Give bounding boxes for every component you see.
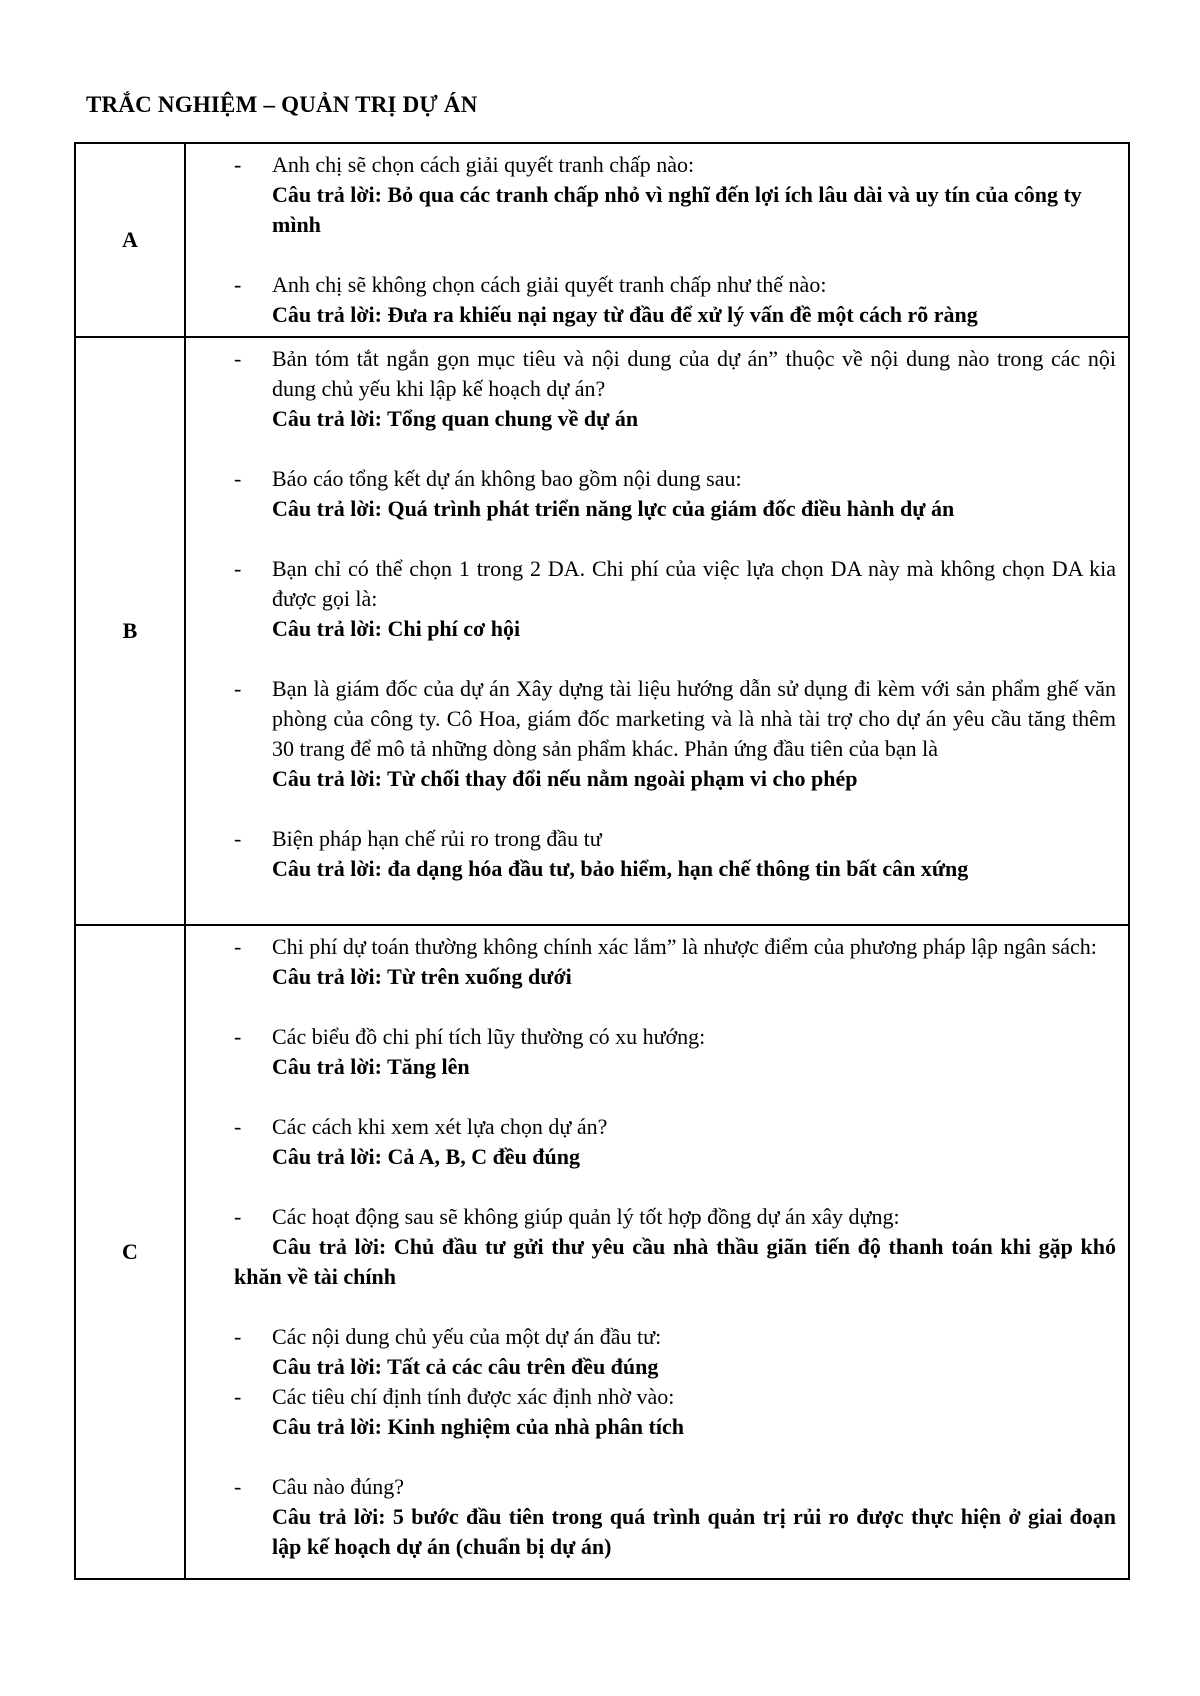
section-row-c xyxy=(75,925,1129,1579)
answer-text: Câu trả lời: Chủ đầu tư gửi thư yêu cầu nhà thầu giãn tiến độ thanh toán khi gặp khó khăn về tài chính xyxy=(234,1234,1117,1289)
question-text: Bạn chỉ có thể chọn 1 trong 2 DA. Chi phí của việc lựa chọn DA này mà không chọn DA kia được gọi là: xyxy=(272,556,1116,611)
page-title: TRẮC NGHIỆM – QUẢN TRỊ DỰ ÁN xyxy=(86,92,478,117)
answer-text: Câu trả lời: Bỏ qua các tranh chấp nhỏ vì nghĩ đến lợi ích lâu dài và uy tín của công ty mình xyxy=(272,182,1082,237)
answer-text: Câu trả lời: Từ trên xuống dưới xyxy=(272,964,572,989)
section-row-a xyxy=(75,143,1129,337)
question-item: - Các hoạt động sau sẽ không giúp quản lý tốt hợp đồng dự án xây dựng: Câu trả lời: Chủ đầu tư gửi thư yêu cầu nhà thầu giãn tiến độ thanh toán khi gặp khó khăn về tài chính xyxy=(186,1202,1116,1292)
section-content xyxy=(185,925,1129,1579)
question-item: - Anh chị sẽ chọn cách giải quyết tranh chấp nào: Câu trả lời: Bỏ qua các tranh chấp nhỏ vì nghĩ đến lợi ích lâu dài và uy tín của công ty mình xyxy=(186,150,1116,240)
question-text: Báo cáo tổng kết dự án không bao gồm nội dung sau: xyxy=(272,466,742,491)
question-text: Anh chị sẽ chọn cách giải quyết tranh chấp nào: xyxy=(272,152,695,177)
question-text: Các tiêu chí định tính được xác định nhờ vào: xyxy=(272,1384,675,1409)
question-text: Các hoạt động sau sẽ không giúp quản lý tốt hợp đồng dự án xây dựng: xyxy=(272,1204,900,1229)
question-text: Anh chị sẽ không chọn cách giải quyết tranh chấp như thế nào: xyxy=(272,272,827,297)
question-item: - Các tiêu chí định tính được xác định nhờ vào: Câu trả lời: Kinh nghiệm của nhà phân tích xyxy=(186,1382,1116,1442)
answer-text: Câu trả lời: Đưa ra khiếu nại ngay từ đầu để xử lý vấn đề một cách rõ ràng xyxy=(272,302,978,327)
section-letter: C xyxy=(75,925,185,1579)
section-letter: B xyxy=(75,337,185,925)
question-item: - Các cách khi xem xét lựa chọn dự án? Câu trả lời: Cả A, B, C đều đúng xyxy=(186,1112,1116,1172)
question-item: - Các biểu đồ chi phí tích lũy thường có xu hướng: Câu trả lời: Tăng lên xyxy=(186,1022,1116,1082)
answer-text: Câu trả lời: Tăng lên xyxy=(272,1054,470,1079)
answer-text: Câu trả lời: Từ chối thay đổi nếu nằm ngoài phạm vi cho phép xyxy=(272,766,858,791)
section-content xyxy=(185,337,1129,925)
question-text: Biện pháp hạn chế rủi ro trong đầu tư xyxy=(272,826,602,851)
answer-text: Câu trả lời: Tất cả các câu trên đều đúng xyxy=(272,1354,659,1379)
question-item: - Câu nào đúng? Câu trả lời: 5 bước đầu tiên trong quá trình quản trị rủi ro được thực hiện ở giai đoạn lập kế hoạch dự án (chuẩn bị dự án) xyxy=(186,1472,1116,1562)
question-text: Chi phí dự toán thường không chính xác lắm” là nhược điểm của phương pháp lập ngân sách: xyxy=(272,934,1097,959)
section-letter: A xyxy=(75,143,185,337)
question-text: Bản tóm tắt ngắn gọn mục tiêu và nội dung của dự án” thuộc về nội dung nào trong các nội dung chủ yếu khi lập kế hoạch dự án? xyxy=(272,346,1116,401)
question-item: - Chi phí dự toán thường không chính xác lắm” là nhược điểm của phương pháp lập ngân sách: Câu trả lời: Từ trên xuống dưới xyxy=(186,932,1116,992)
answer-text: Câu trả lời: Quá trình phát triển năng lực của giám đốc điều hành dự án xyxy=(272,496,955,521)
question-item: - Báo cáo tổng kết dự án không bao gồm nội dung sau: Câu trả lời: Quá trình phát triển năng lực của giám đốc điều hành dự án xyxy=(186,464,1116,524)
section-row-b xyxy=(75,337,1129,925)
question-text: Các nội dung chủ yếu của một dự án đầu tư: xyxy=(272,1324,662,1349)
question-item: - Bạn chỉ có thể chọn 1 trong 2 DA. Chi phí của việc lựa chọn DA này mà không chọn DA kia được gọi là: Câu trả lời: Chi phí cơ hội xyxy=(186,554,1116,644)
answer-text: Câu trả lời: đa dạng hóa đầu tư, bảo hiểm, hạn chế thông tin bất cân xứng xyxy=(272,856,969,881)
question-text: Bạn là giám đốc của dự án Xây dựng tài liệu hướng dẫn sử dụng đi kèm với sản phẩm ghế văn phòng của công ty. Cô Hoa, giám đốc marketing và là nhà tài trợ cho dự án yêu cầu tăng thêm 30 trang để mô tả những dòng sản phẩm khác. Phản ứng đầu tiên của bạn là xyxy=(272,676,1116,761)
question-text: Các cách khi xem xét lựa chọn dự án? xyxy=(272,1114,608,1139)
answer-text: Câu trả lời: Kinh nghiệm của nhà phân tích xyxy=(272,1414,684,1439)
question-item: - Bạn là giám đốc của dự án Xây dựng tài liệu hướng dẫn sử dụng đi kèm với sản phẩm ghế văn phòng của công ty. Cô Hoa, giám đốc marketing và là nhà tài trợ cho dự án yêu cầu tăng thêm 30 trang để mô tả những dòng sản phẩm khác. Phản ứng đầu tiên của bạn là Câu trả lời: Từ chối thay đổi nếu nằm ngoài phạm vi cho phép xyxy=(186,674,1116,794)
answer-text: Câu trả lời: 5 bước đầu tiên trong quá trình quản trị rủi ro được thực hiện ở giai đoạn lập kế hoạch dự án (chuẩn bị dự án) xyxy=(272,1504,1116,1559)
section-content xyxy=(185,143,1129,337)
question-item: - Anh chị sẽ không chọn cách giải quyết tranh chấp như thế nào: Câu trả lời: Đưa ra khiếu nại ngay từ đầu để xử lý vấn đề một cách rõ ràng xyxy=(186,270,1116,330)
answer-text: Câu trả lời: Tổng quan chung về dự án xyxy=(272,406,639,431)
question-item: - Bản tóm tắt ngắn gọn mục tiêu và nội dung của dự án” thuộc về nội dung nào trong các nội dung chủ yếu khi lập kế hoạch dự án? Câu trả lời: Tổng quan chung về dự án xyxy=(186,344,1116,434)
question-item: - Biện pháp hạn chế rủi ro trong đầu tư Câu trả lời: đa dạng hóa đầu tư, bảo hiểm, hạn chế thông tin bất cân xứng xyxy=(186,824,1116,884)
answer-text: Câu trả lời: Chi phí cơ hội xyxy=(272,616,521,641)
question-text: Câu nào đúng? xyxy=(272,1474,404,1499)
answer-text: Câu trả lời: Cả A, B, C đều đúng xyxy=(272,1144,581,1169)
qa-table xyxy=(74,142,1130,1580)
question-text: Các biểu đồ chi phí tích lũy thường có xu hướng: xyxy=(272,1024,706,1049)
question-item: - Các nội dung chủ yếu của một dự án đầu tư: Câu trả lời: Tất cả các câu trên đều đúng xyxy=(186,1322,1116,1382)
